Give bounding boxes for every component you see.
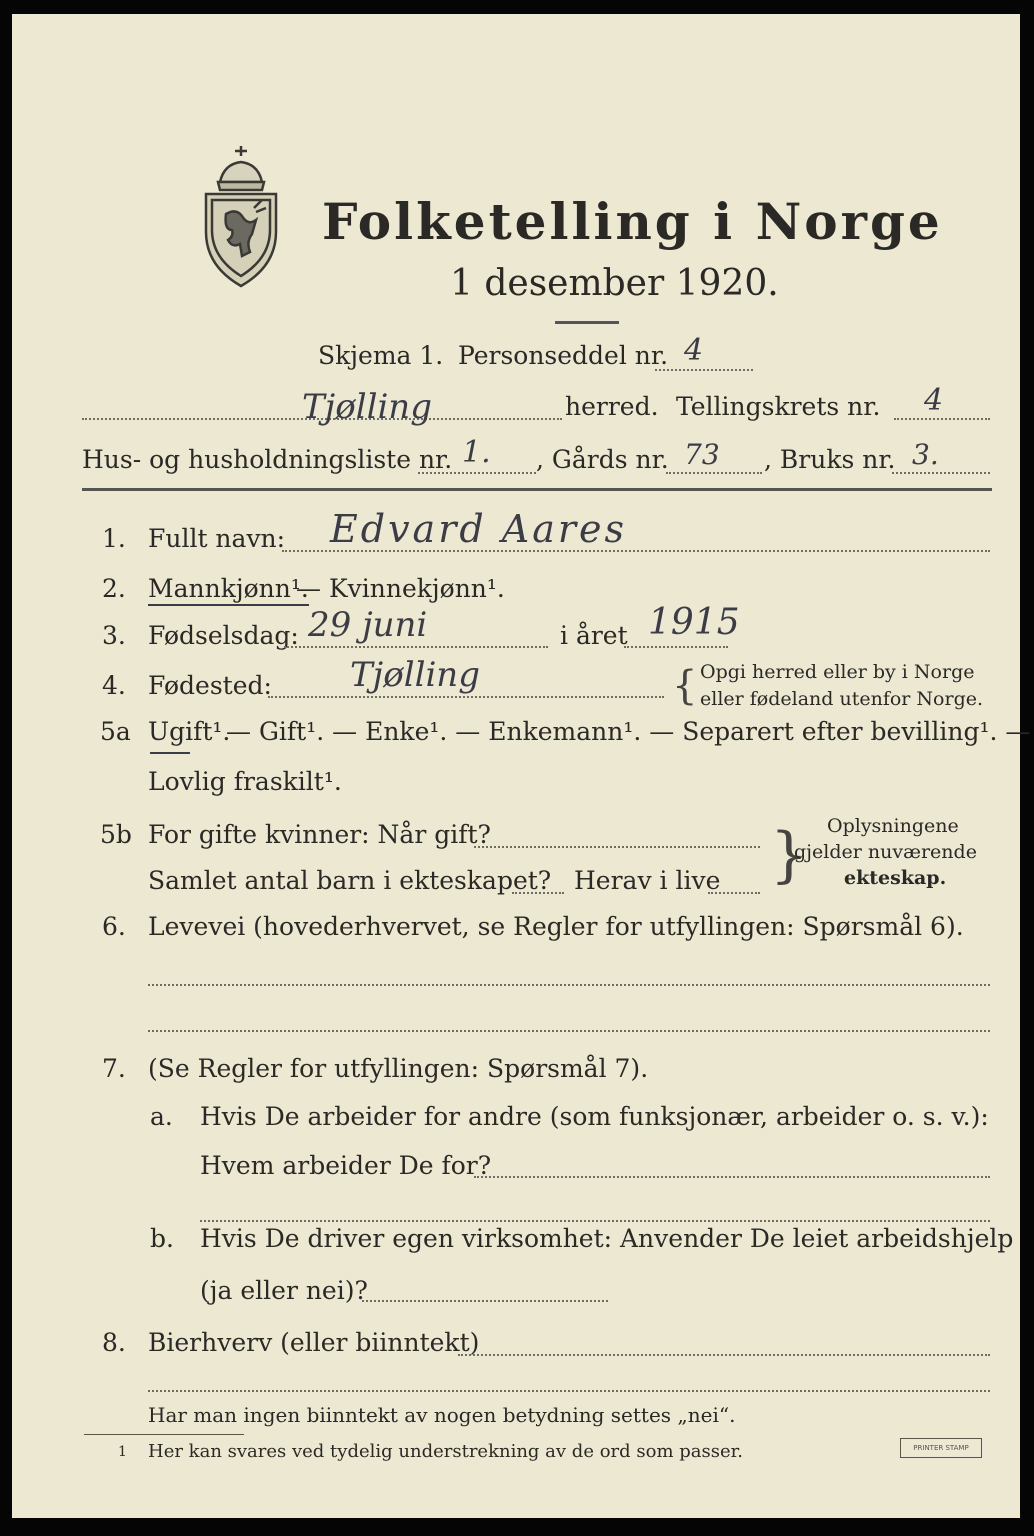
- husliste-label: Hus- og husholdningsliste nr.: [82, 445, 453, 474]
- q7b-yes-no-line: [362, 1300, 608, 1302]
- q3-label: Fødselsdag:: [148, 621, 299, 650]
- q5b-children-label: Samlet antal barn i ekteskapet?: [148, 866, 552, 895]
- herred-value: Tjølling: [302, 387, 432, 427]
- q4-label: Fødested:: [148, 671, 272, 700]
- printer-stamp-label: PRINTER STAMP: [913, 1444, 969, 1452]
- q7b-yes-no-label: (ja eller nei)?: [200, 1276, 368, 1305]
- q6-line-2: [148, 1030, 990, 1032]
- q8-line-2: [148, 1390, 990, 1392]
- census-date: 1 desember 1920.: [450, 263, 779, 304]
- herred-label: herred.: [565, 392, 659, 421]
- personseddel-line: [655, 369, 753, 371]
- q5b-alive-line: [708, 892, 760, 894]
- footnote-rule: [84, 1434, 244, 1435]
- tellingskrets-value: 4: [924, 383, 944, 418]
- q5b-number: 5b: [100, 820, 132, 849]
- q7a-employer-label: Hvem arbeider De for?: [200, 1151, 492, 1180]
- husliste-value: 1.: [462, 435, 491, 470]
- gards-value: 73: [684, 438, 720, 471]
- q5a-options: — Gift¹. — Enke¹. — Enkemann¹. — Separert efter bevilling¹. —: [226, 717, 1031, 746]
- q4-value: Tjølling: [350, 655, 480, 695]
- q4-note-brace: {: [672, 663, 698, 709]
- q3-line: [284, 646, 548, 648]
- q6-line-1: [148, 984, 990, 986]
- q5b-alive-label: Herav i live: [574, 866, 721, 895]
- q5b-children-line: [512, 892, 564, 894]
- q1-label: Fullt navn:: [148, 524, 286, 553]
- q5a-ugift-option: Ugift¹.: [148, 717, 231, 746]
- q3-year-line: [624, 646, 728, 648]
- q7a-employer-line: [474, 1176, 990, 1178]
- q7-number: 7.: [102, 1054, 126, 1083]
- q1-number: 1.: [102, 524, 126, 553]
- q5b-note-line1: Oplysningene: [827, 815, 959, 837]
- bruks-line: [892, 472, 990, 474]
- q3-year-value: 1915: [648, 602, 740, 643]
- q6-label: Levevei (hovederhvervet, se Regler for utfyllingen: Spørsmål 6).: [148, 912, 964, 941]
- q7a-extra-line: [200, 1220, 990, 1222]
- personseddel-value: 4: [684, 333, 704, 368]
- q3-number: 3.: [102, 621, 126, 650]
- q5b-note-line2: gjelder nuværende: [794, 841, 977, 863]
- q1-value: Edvard Aares: [330, 507, 628, 551]
- q5a-number: 5a: [100, 717, 131, 746]
- q5b-married-label: For gifte kvinner: Når gift?: [148, 820, 491, 849]
- q2-number: 2.: [102, 574, 126, 603]
- q7-label: (Se Regler for utfyllingen: Spørsmål 7).: [148, 1054, 649, 1083]
- census-form-page: [12, 14, 1031, 1518]
- q7b-letter: b.: [150, 1224, 174, 1253]
- bruks-label: , Bruks nr.: [764, 445, 896, 474]
- form-title: Folketelling i Norge: [322, 192, 943, 251]
- q5b-note-brace: }: [770, 820, 809, 890]
- tellingskrets-label: Tellingskrets nr.: [676, 392, 881, 421]
- footer-note: Har man ingen biinntekt av nogen betydning settes „nei“.: [148, 1403, 736, 1427]
- q5a-ugift-underline: [150, 752, 190, 754]
- printer-stamp: [900, 1438, 982, 1458]
- q6-number: 6.: [102, 912, 126, 941]
- q2-male-option: Mannkjønn¹.: [148, 574, 309, 606]
- title-rule: [555, 321, 619, 324]
- q3-year-label: i året: [560, 621, 628, 650]
- husliste-line: [418, 472, 536, 474]
- bruks-value: 3.: [912, 438, 939, 471]
- q5a-option-line2: Lovlig fraskilt¹.: [148, 767, 342, 796]
- skjema-label: Skjema 1.: [318, 341, 444, 370]
- q7b-label: Hvis De driver egen virksomhet: Anvender De leiet arbeidshjelp: [200, 1224, 1014, 1253]
- q7a-letter: a.: [150, 1102, 173, 1131]
- q3-value: 29 juni: [308, 605, 428, 645]
- q2-female-option: — Kvinnekjønn¹.: [296, 574, 505, 603]
- gards-label: , Gårds nr.: [536, 445, 669, 474]
- personseddel-label: Personseddel nr.: [458, 341, 669, 370]
- q8-label: Bierhverv (eller biinntekt): [148, 1328, 480, 1357]
- footnote-text: Her kan svares ved tydelig understrekning av de ord som passer.: [148, 1441, 743, 1462]
- q5b-married-line: [474, 846, 760, 848]
- q4-note-line1: Opgi herred eller by i Norge: [700, 661, 975, 683]
- footnote-mark: 1: [118, 1444, 127, 1460]
- q4-line: [268, 696, 664, 698]
- q8-number: 8.: [102, 1328, 126, 1357]
- q4-number: 4.: [102, 671, 126, 700]
- norwegian-coat-of-arms-icon: [198, 142, 284, 292]
- q8-line-1: [458, 1354, 990, 1356]
- q7a-label: Hvis De arbeider for andre (som funksjonær, arbeider o. s. v.):: [200, 1102, 989, 1131]
- q4-note-line2: eller fødeland utenfor Norge.: [700, 688, 984, 710]
- q5b-note-line3: ekteskap.: [844, 867, 947, 889]
- header-separator: [82, 488, 992, 491]
